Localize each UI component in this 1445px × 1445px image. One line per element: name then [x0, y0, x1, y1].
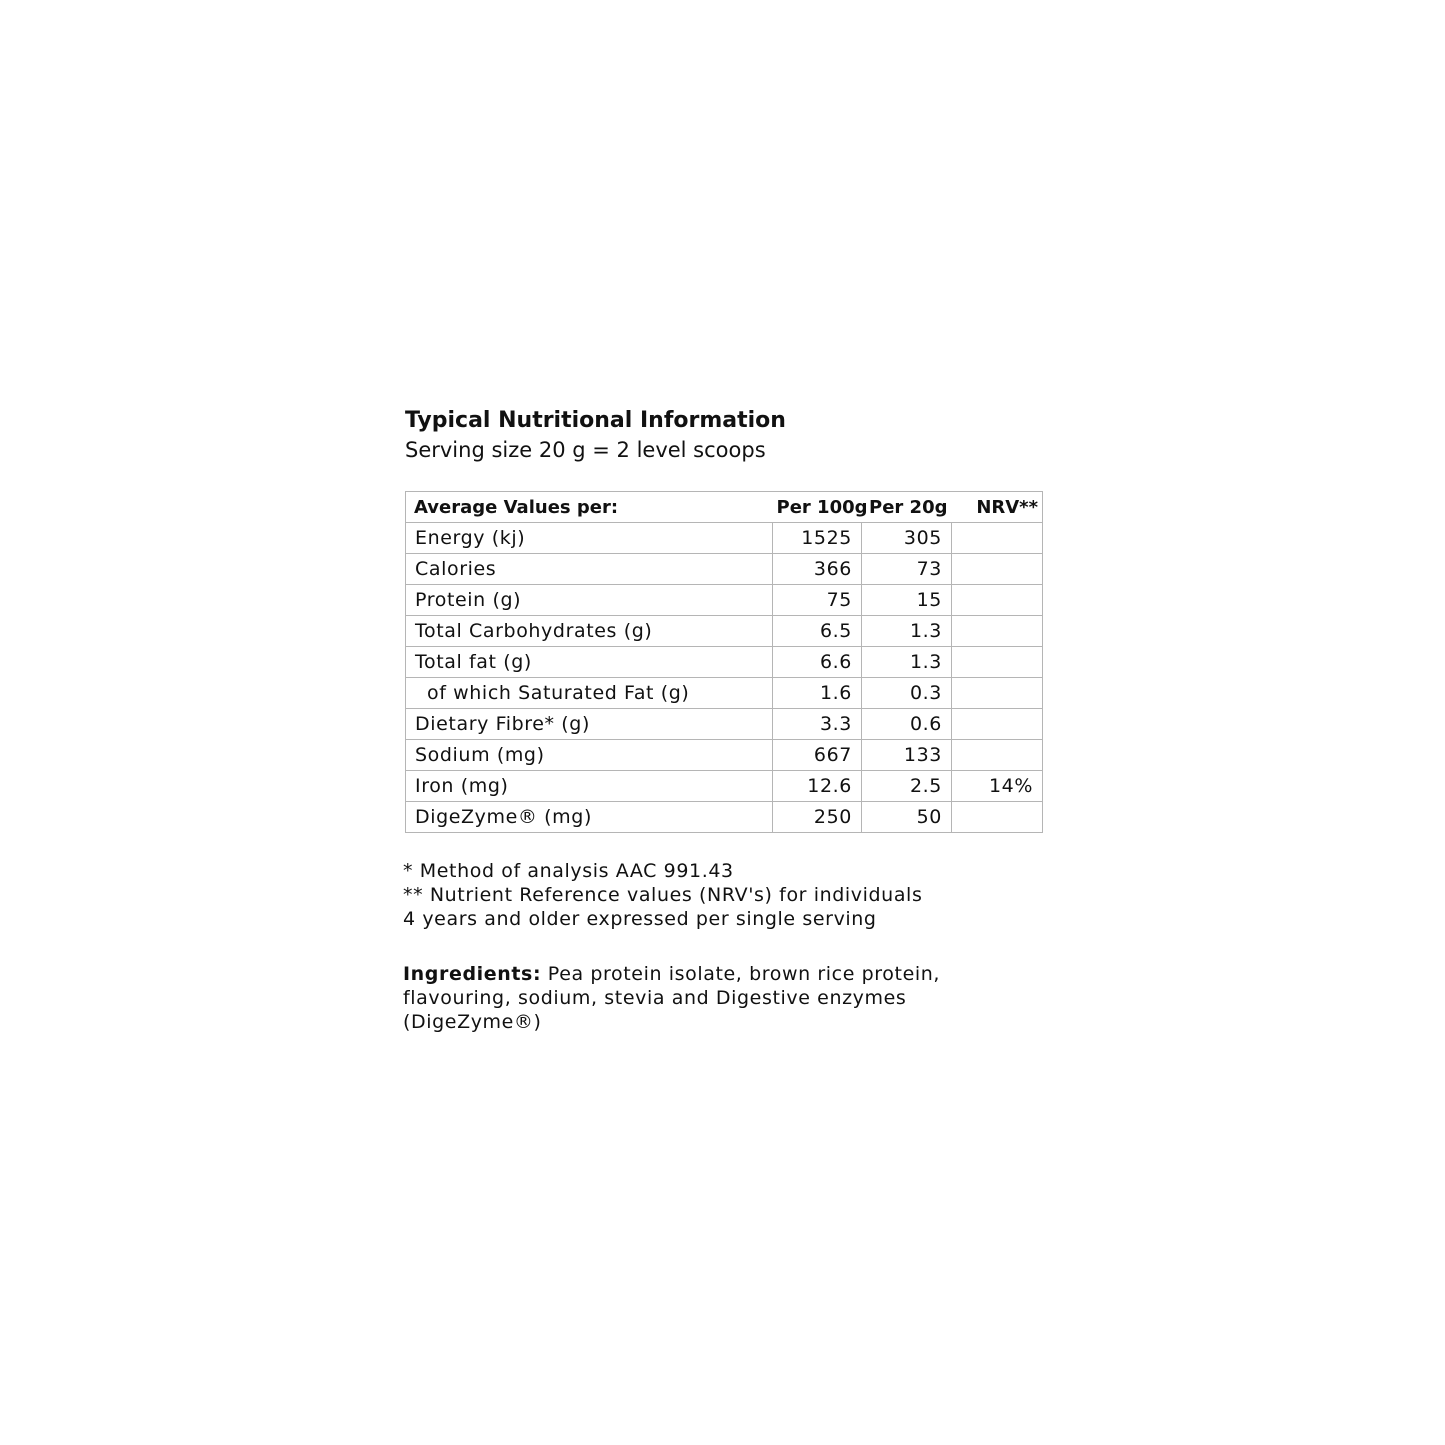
nrv-value: 14%: [952, 771, 1043, 802]
serving-size: Serving size 20 g = 2 level scoops: [405, 438, 766, 462]
table-row: [406, 678, 1043, 709]
table-row: [406, 740, 1043, 771]
per-100g-value: 12.6: [773, 771, 862, 802]
table-header-row: [406, 492, 1043, 523]
footnote-nrv-continued: 4 years and older expressed per single serving: [403, 908, 877, 930]
nrv-value: [952, 802, 1043, 833]
per-100g-value: 6.5: [773, 616, 862, 647]
row-label: Energy (kj): [406, 523, 773, 554]
nrv-value: [952, 678, 1043, 709]
row-label: Iron (mg): [406, 771, 773, 802]
row-label: Dietary Fibre* (g): [406, 709, 773, 740]
footnote-nrv: ** Nutrient Reference values (NRV's) for individuals: [403, 884, 923, 906]
per-20g-value: 73: [862, 554, 952, 585]
per-20g-value: 0.3: [862, 678, 952, 709]
nrv-value: [952, 585, 1043, 616]
per-20g-value: 2.5: [862, 771, 952, 802]
per-20g-value: 305: [862, 523, 952, 554]
nrv-value: [952, 709, 1043, 740]
row-label: DigeZyme® (mg): [406, 802, 773, 833]
row-label: Calories: [406, 554, 773, 585]
ingredients-text: Pea protein isolate, brown rice protein, flavouring, sodium, stevia and Digestive enzymes (DigeZyme®): [403, 963, 941, 1033]
per-20g-value: 1.3: [862, 616, 952, 647]
row-label: Sodium (mg): [406, 740, 773, 771]
table-row: [406, 802, 1043, 833]
ingredients-section: [403, 962, 1003, 1034]
row-label: of which Saturated Fat (g): [406, 678, 773, 709]
per-100g-value: 250: [773, 802, 862, 833]
per-20g-value: 133: [862, 740, 952, 771]
nrv-value: [952, 523, 1043, 554]
row-label: Total Carbohydrates (g): [406, 616, 773, 647]
per-100g-value: 1.6: [773, 678, 862, 709]
column-header-per-20g: Per 20g: [862, 492, 952, 523]
table-row: [406, 554, 1043, 585]
per-100g-value: 75: [773, 585, 862, 616]
row-label: Protein (g): [406, 585, 773, 616]
per-100g-value: 366: [773, 554, 862, 585]
table-row: [406, 616, 1043, 647]
per-100g-value: 1525: [773, 523, 862, 554]
table-row: [406, 523, 1043, 554]
nrv-value: [952, 740, 1043, 771]
per-100g-value: 6.6: [773, 647, 862, 678]
nrv-value: [952, 616, 1043, 647]
footnote-method: * Method of analysis AAC 991.43: [403, 860, 734, 882]
per-20g-value: 0.6: [862, 709, 952, 740]
nutrition-table: [405, 491, 1043, 833]
per-20g-value: 1.3: [862, 647, 952, 678]
per-20g-value: 15: [862, 585, 952, 616]
column-header-average-values: Average Values per:: [406, 492, 773, 523]
row-label: Total fat (g): [406, 647, 773, 678]
per-100g-value: 667: [773, 740, 862, 771]
table-row: [406, 647, 1043, 678]
table-row: [406, 709, 1043, 740]
table-row: [406, 585, 1043, 616]
per-100g-value: 3.3: [773, 709, 862, 740]
column-header-per-100g: Per 100g: [773, 492, 862, 523]
table-row: [406, 771, 1043, 802]
nrv-value: [952, 647, 1043, 678]
per-20g-value: 50: [862, 802, 952, 833]
ingredients-label: Ingredients:: [403, 963, 542, 985]
page-title: Typical Nutritional Information: [405, 408, 786, 433]
nrv-value: [952, 554, 1043, 585]
column-header-nrv: NRV**: [952, 492, 1043, 523]
